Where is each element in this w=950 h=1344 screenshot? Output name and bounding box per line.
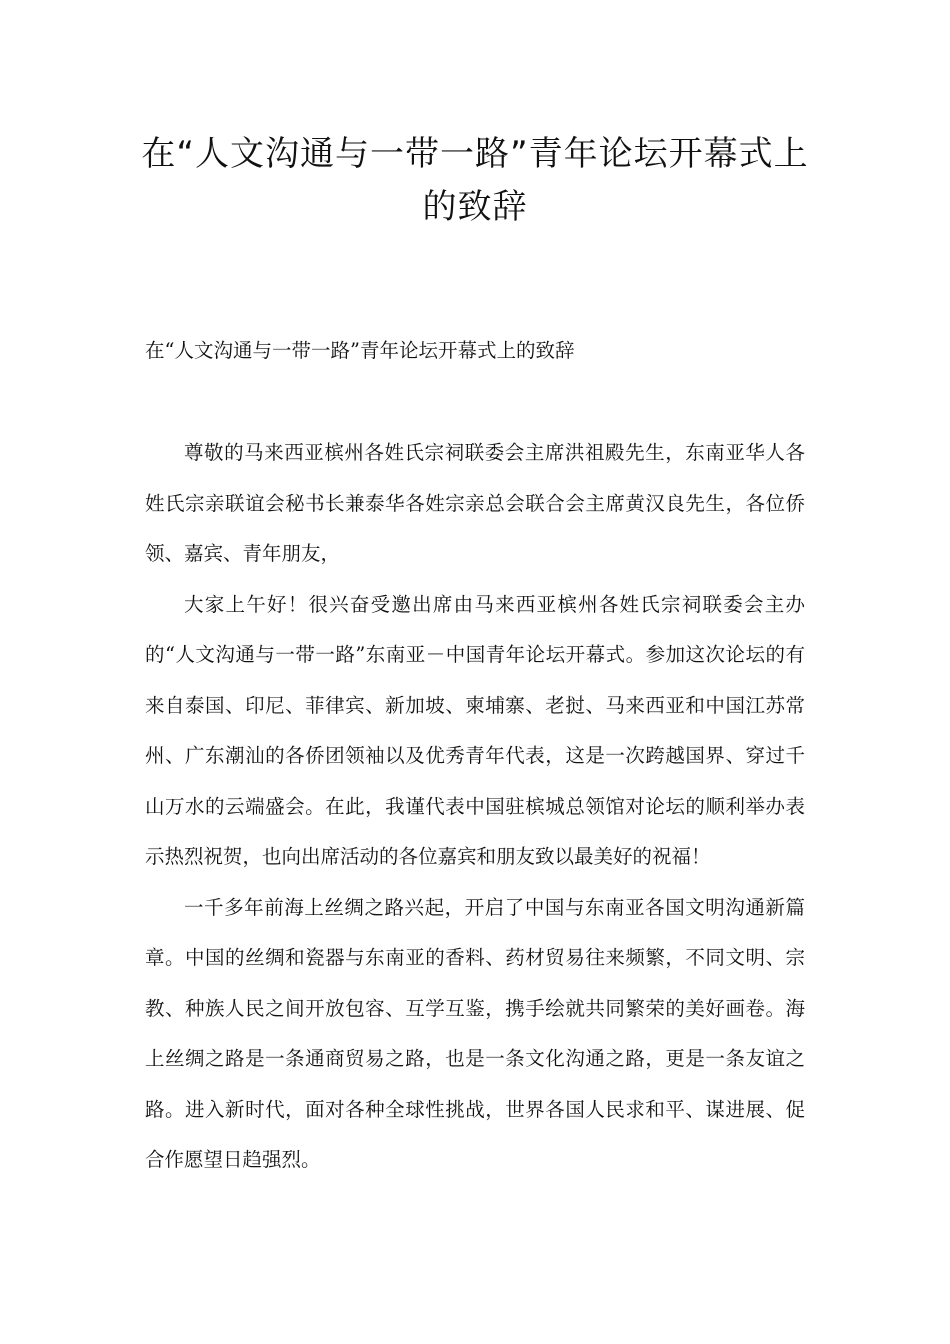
document-title: 在“人文沟通与一带一路”青年论坛开幕式上的致辞 — [141, 134, 809, 227]
body-paragraph: 大家上午好！很兴奋受邀出席由马来西亚槟州各姓氏宗祠联委会主办的“人文沟通与一带一路”东南亚－中国青年论坛开幕式。参加这次论坛的有来自泰国、印尼、菲律宾、新加坡、柬埔寨、老挝、马来西亚和中国江苏常州、广东潮汕的各侨团领袖以及优秀青年代表，这是一次跨越国界、穿过千山万水的云端盛会。在此，我谨代表中国驻槟城总领馆对论坛的顺利举办表示热烈祝贺，也向出席活动的各位嘉宾和朋友致以最美好的祝福！ — [145, 592, 805, 868]
document-body — [145, 428, 805, 1186]
body-paragraph: 尊敬的马来西亚槟州各姓氏宗祠联委会主席洪祖殿先生，东南亚华人各姓氏宗亲联谊会秘书长兼泰华各姓宗亲总会联合会主席黄汉良先生，各位侨领、嘉宾、青年朋友， — [145, 441, 805, 565]
document-subtitle: 在“人文沟通与一带一路”青年论坛开幕式上的致辞 — [145, 339, 575, 362]
body-paragraph: 一千多年前海上丝绸之路兴起，开启了中国与东南亚各国文明沟通新篇章。中国的丝绸和瓷器与东南亚的香料、药材贸易往来频繁，不同文明、宗教、种族人民之间开放包容、互学互鉴，携手绘就共同繁荣的美好画卷。海上丝绸之路是一条通商贸易之路，也是一条文化沟通之路，更是一条友谊之路。进入新时代，面对各种全球性挑战，世界各国人民求和平、谋进展、促合作愿望日趋强烈。 — [145, 895, 805, 1171]
